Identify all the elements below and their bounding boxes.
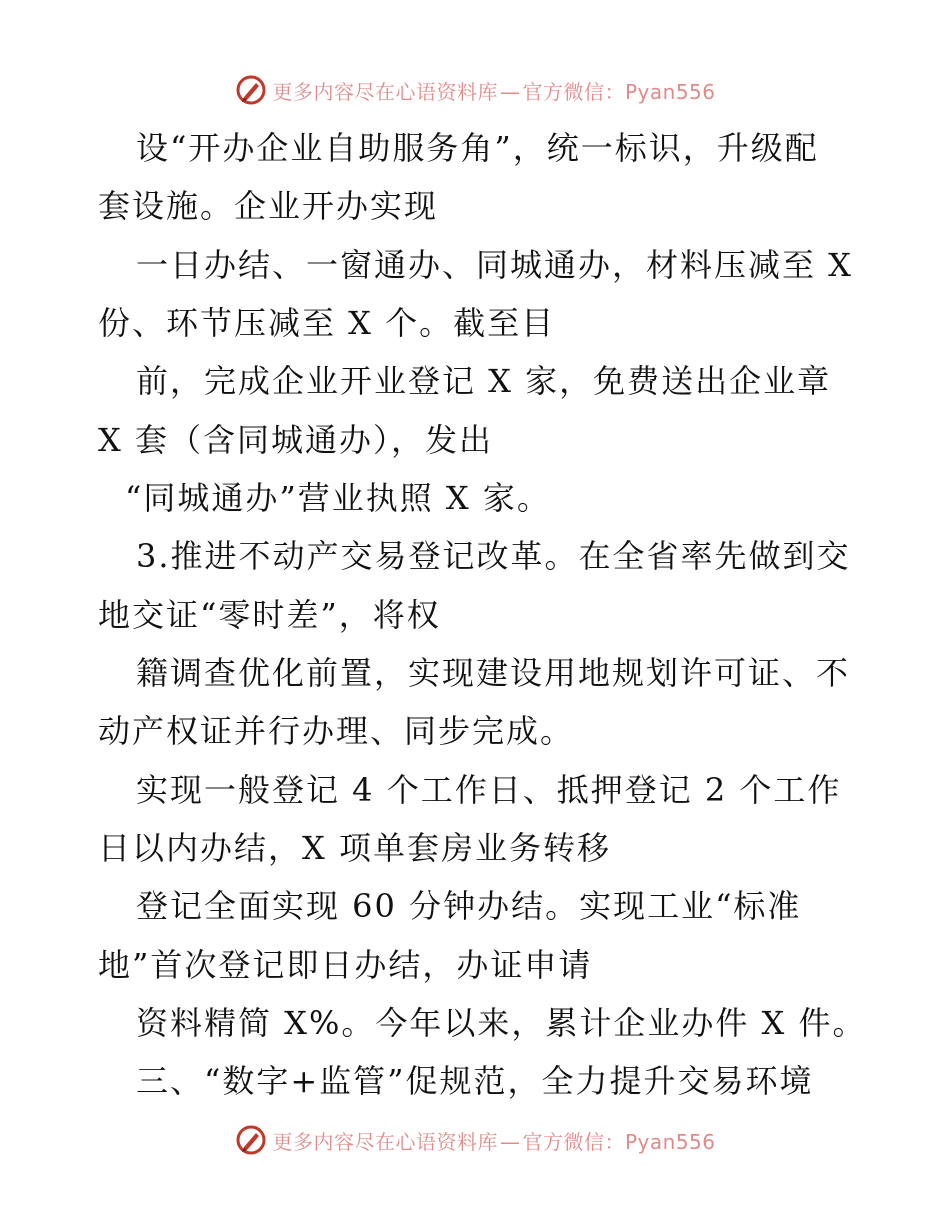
body-line: 登记全面实现 60 分钟办结。实现工业“标准 [136, 887, 802, 925]
body-line: 前，完成企业开业登记 X 家，免费送出企业章 [136, 362, 832, 400]
body-line: 地交证“零时差”，将权 [98, 596, 441, 634]
body-line: 套设施。企业开办实现 [98, 187, 439, 225]
header-watermark [0, 70, 950, 110]
watermark-text: 更多内容尽在心语资料库 — 官方微信：Pyan556 [272, 1129, 716, 1154]
body-line: 地”首次登记即日办结，办证申请 [98, 946, 593, 984]
watermark [234, 1123, 715, 1157]
body-line: 实现一般登记 4 个工作日、抵押登记 2 个工作 [136, 771, 842, 809]
footer-watermark [0, 1120, 950, 1160]
pen-logo-icon [234, 1123, 268, 1157]
watermark [234, 73, 715, 107]
body-line: 份、环节压减至 X 个。截至目 [98, 304, 556, 342]
body-line: X 套（含同城通办），发出 [98, 421, 493, 459]
body-line: “同城通办”营业执照 X 家。 [125, 479, 551, 517]
section-item-heading: 3.推进不动产交易登记改革。在全省率先做到交 [136, 537, 851, 575]
watermark-text: 更多内容尽在心语资料库 — 官方微信：Pyan556 [272, 79, 716, 104]
body-line: 资料精简 X%。今年以来，累计企业办件 X 件。 [136, 1004, 867, 1042]
body-line: 设“开办企业自助服务角”，统一标识，升级配 [136, 129, 819, 167]
body-line: 籍调查优化前置，实现建设用地规划许可证、不 [136, 654, 851, 692]
body-line: 动产权证并行办理、同步完成。 [98, 712, 575, 750]
pen-logo-icon [234, 73, 268, 107]
body-line: 一日办结、一窗通办、同城通办，材料压减至 X [136, 246, 853, 284]
section-heading: 三、“数字+监管”促规范，全力提升交易环境 [136, 1062, 814, 1100]
body-line: 日以内办结，X 项单套房业务转移 [98, 829, 611, 867]
